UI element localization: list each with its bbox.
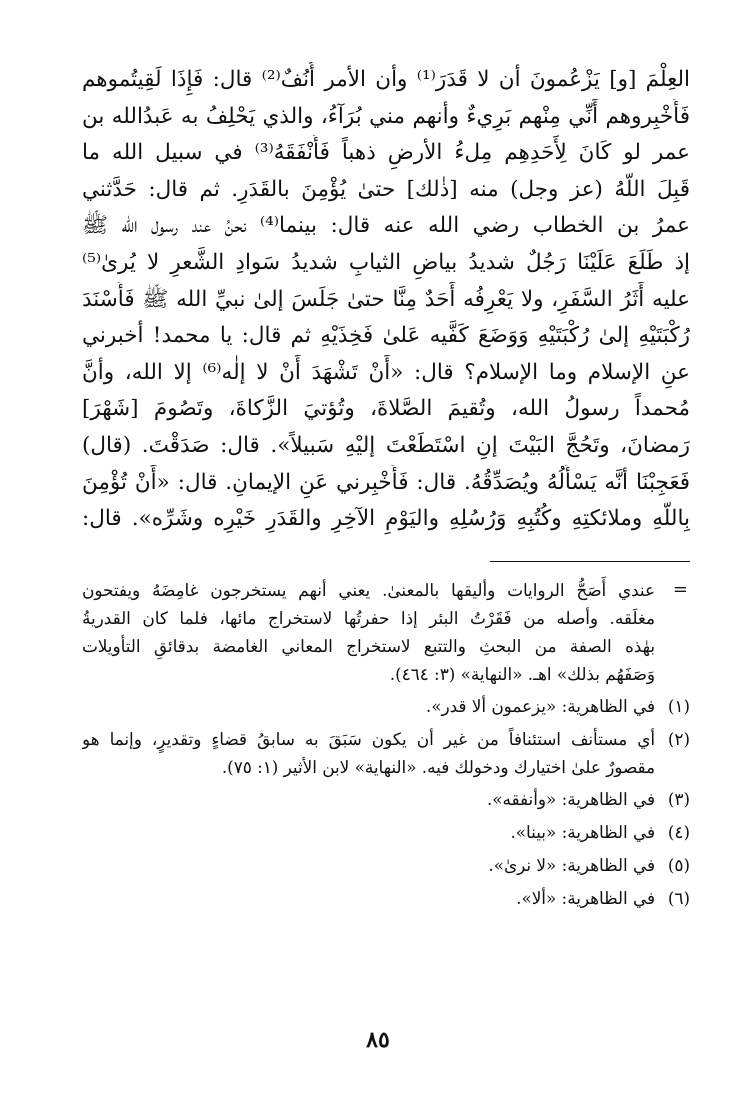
- footnote-text: في الظاهرية: «وأنفقه».: [486, 788, 655, 809]
- main-text-line: عنِ الإسلام وما الإسلام؟ قال: «أَنْ تَشْهَدَ أَنْ لا إلٰه⁽⁶⁾ إلا الله، وأنَّ: [82, 359, 690, 385]
- main-text-line: العِلْمَ [و] يَزْعُمونَ أن لا قَدَرَ⁽¹⁾ وأن الأمر أُنُفٌ⁽²⁾ قال: فَإِذَا لَقِيتُموهم: [82, 67, 690, 92]
- footnote-number: (٦): [667, 887, 690, 908]
- main-text: [82, 62, 690, 538]
- footnote-number: (١): [667, 695, 690, 716]
- main-text-line: مُحمداً رسولُ الله، وتُقيمَ الصَّلاةَ، وتُؤتيَ الزَّكاةَ، وتَصُومَ [شَهْرَ]: [82, 396, 690, 422]
- footnote-text: في الظاهرية: «لا نرىٰ».: [488, 854, 655, 875]
- main-text-line: فَعَجِبْنَا أنَّه يَسْأَلُهُ ويُصَدِّقُهُ. قال: فَأَخْبِرني عَنِ الإيمانِ. قال: «أَنْ تُؤْمِنَ: [82, 469, 690, 495]
- footnote-number: (٣): [667, 788, 690, 809]
- footnote-text: في الظاهرية: «ألا».: [516, 887, 655, 908]
- main-text-line: عليه أَثَرُ السَّفَرِ، ولا يَعْرِفُه أَحَدٌ مِنَّا حتىٰ جَلَسَ إلىٰ نبيِّ الله ﷺ فَأَسْنَدَ: [82, 286, 690, 312]
- main-text-line: قَبِلَ اللَّهُ (عز وجل) منه [ذٰلك] حتىٰ يُؤْمِنَ بالقَدَرِ. ثم قال: حَدَّثني: [82, 176, 690, 202]
- footnote: [82, 818, 690, 847]
- main-text-line: عمرُ بن الخطاب رضي الله عنه قال: بينما⁽⁴⁾ نحنُ عند رسول الله ﷺ: [82, 213, 690, 239]
- footnote-text: في الظاهرية: «يزعمون ألا قدر».: [425, 695, 655, 716]
- continuation-marker: =: [672, 578, 688, 600]
- footnotes-section: [82, 576, 690, 913]
- footnote: [82, 692, 690, 721]
- page-number: ٨٥: [366, 1027, 390, 1053]
- footnote: [82, 725, 690, 781]
- footnote: [82, 851, 690, 880]
- footnote-number: (٢): [667, 728, 690, 749]
- footnote-text: أي مستأنف استئنافاً من غير أن يكون سَبَقَ به سابقُ قضاءٍ وتقديرٍ، وإنما هو: [82, 728, 655, 749]
- footnote-text: في الظاهرية: «بينا».: [510, 821, 655, 842]
- footnote: [82, 884, 690, 913]
- main-text-line: بِاللَّهِ وملائكتِهِ وكُتُبِهِ وَرُسُلِهِ واليَوْمِ الآخِرِ والقَدَرِ خَيْرِه وشَرِّه». قال:: [82, 506, 690, 532]
- continued-note: [82, 576, 690, 688]
- continued-note-line: عندي أَصَحُّ الروايات وأليقها بالمعنىٰ. يعني أنهم يستخرجون غامِضَهُ ويفتحون: [82, 579, 655, 600]
- footnote-number: (٥): [667, 854, 690, 875]
- main-text-line: رُكْبَتَيْهِ إلىٰ رُكْبَتَيْهِ وَوَضَعَ كَفَّيه عَلىٰ فَخِذَيْهِ ثم قال: يا محمد! أخبرني: [82, 323, 690, 349]
- footnote: [82, 785, 690, 814]
- continued-note-line: بهٰذه الصفة من البحثِ والتتبع لاستخراج المعاني الغامضة بدقائقِ التأويلات: [82, 635, 655, 656]
- footnote-text: مقصورٌ علىٰ اختيارك ودخولك فيه. «النهاية» لابن الأثير (١: ٧٥).: [221, 756, 655, 777]
- footnote-number: (٤): [667, 821, 690, 842]
- continued-note-line: مغلَقه. وأصله من فَقَرْتُ البئر إذا حفرتُها لاستخراج مائها، فلما كان القدريةُ: [82, 607, 655, 628]
- main-text-line: إذ طَلَعَ عَلَيْنَا رَجُلٌ شديدُ بياضِ الثيابِ شديدُ سَوادِ الشَّعرِ لا يُرىٰ⁽⁵⁾: [82, 249, 690, 275]
- continued-note-line: وَصَفَهُم بذلك» اهـ. «النهاية» (٣: ٤٦٤).: [389, 663, 655, 684]
- main-text-line: رَمضانَ، وتَحُجَّ البَيْتَ إنِ اسْتَطَعْتَ إليْهِ سَبيلاً». قال: صَدَقْتَ. (قال): [82, 432, 690, 458]
- main-text-line: عمر لو كَانَ لِأَحَدِهِم مِلءُ الأرضِ ذهباً فَأَنْفَقَهُ⁽³⁾ في سبيل الله ما: [82, 140, 690, 166]
- main-text-line: فَأَخْبِروهم أَنِّي مِنْهم بَرِيءٌ وأنهم مني بُرَآءُ، والذي يَحْلِفُ به عَبدُالله بن: [82, 103, 690, 129]
- footnote-separator: [490, 561, 690, 562]
